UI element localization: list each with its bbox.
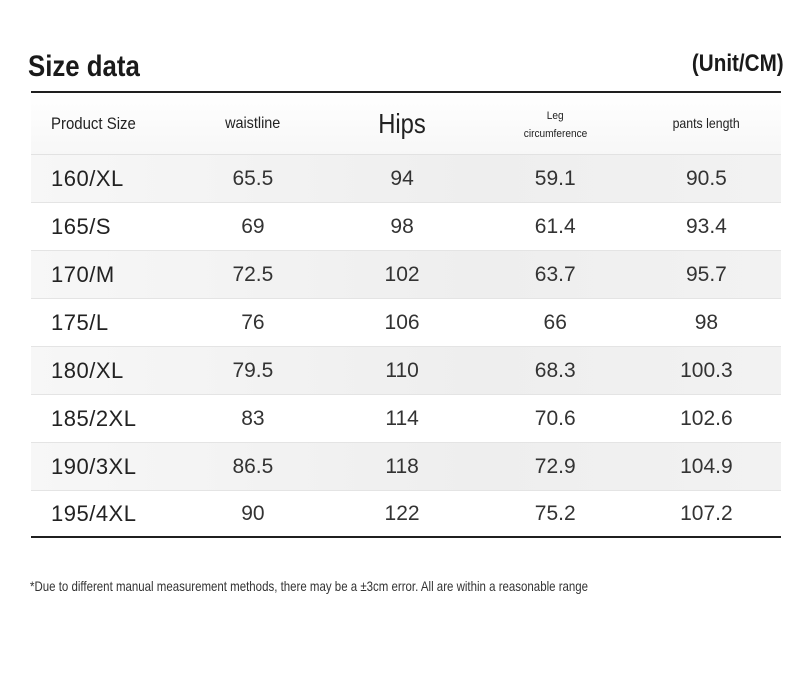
cell-hips: 94	[390, 166, 414, 190]
cell-hips: 114	[385, 406, 419, 430]
header-waistline: waistline	[225, 114, 281, 132]
cell-waistline: 76	[241, 310, 265, 334]
cell-leg: 68.3	[534, 358, 576, 382]
page-title: Size data	[28, 50, 140, 83]
cell-length: 95.7	[685, 262, 727, 286]
cell-size: 165/S	[51, 213, 111, 239]
cell-leg: 75.2	[534, 501, 576, 525]
cell-hips: 106	[384, 310, 420, 334]
size-table	[31, 91, 781, 538]
cell-leg: 66	[543, 310, 567, 334]
cell-hips: 110	[385, 358, 419, 382]
header-pants-length: pants length	[672, 114, 740, 131]
cell-size: 190/3XL	[51, 453, 137, 479]
cell-waistline: 69	[241, 214, 265, 238]
cell-hips: 98	[390, 214, 414, 238]
cell-size: 175/L	[51, 309, 109, 335]
cell-leg: 61.4	[534, 214, 576, 238]
cell-waistline: 90	[241, 501, 265, 525]
cell-leg: 63.7	[534, 262, 576, 286]
cell-length: 102.6	[680, 406, 733, 430]
cell-waistline: 83	[241, 406, 265, 430]
cell-size: 195/4XL	[51, 500, 137, 526]
cell-leg: 72.9	[534, 454, 576, 478]
table-row	[31, 299, 781, 347]
cell-waistline: 86.5	[232, 454, 274, 478]
cell-waistline: 72.5	[232, 262, 274, 286]
table-row	[31, 443, 781, 491]
cell-length: 98	[694, 310, 719, 334]
table-header-row	[31, 93, 781, 155]
measurement-note: *Due to different manual measurement methods, there may be a ±3cm error. All are within a reasonable range	[30, 578, 589, 594]
table-row	[31, 491, 781, 536]
header-leg-circumference: Leg circumference	[523, 109, 588, 140]
cell-length: 90.5	[685, 166, 727, 190]
cell-leg: 70.6	[534, 406, 576, 430]
cell-waistline: 79.5	[232, 358, 274, 382]
cell-waistline: 65.5	[232, 166, 274, 190]
cell-length: 104.9	[680, 454, 733, 478]
cell-hips: 102	[384, 262, 420, 286]
table-row	[31, 347, 781, 395]
cell-length: 100.3	[680, 358, 733, 382]
cell-leg: 59.1	[534, 166, 576, 190]
cell-hips: 122	[384, 501, 420, 525]
table-row	[31, 203, 781, 251]
cell-length: 107.2	[680, 501, 733, 525]
cell-hips: 118	[385, 454, 419, 478]
cell-size: 185/2XL	[51, 405, 137, 431]
unit-label: (Unit/CM)	[692, 50, 784, 77]
header-product-size: Product Size	[51, 113, 136, 133]
table-row	[31, 155, 781, 203]
cell-size: 170/M	[51, 261, 115, 287]
table-row	[31, 395, 781, 443]
header-hips: Hips	[378, 107, 426, 139]
cell-size: 160/XL	[51, 165, 124, 191]
table-row	[31, 251, 781, 299]
cell-length: 93.4	[685, 214, 727, 238]
cell-size: 180/XL	[51, 357, 124, 383]
